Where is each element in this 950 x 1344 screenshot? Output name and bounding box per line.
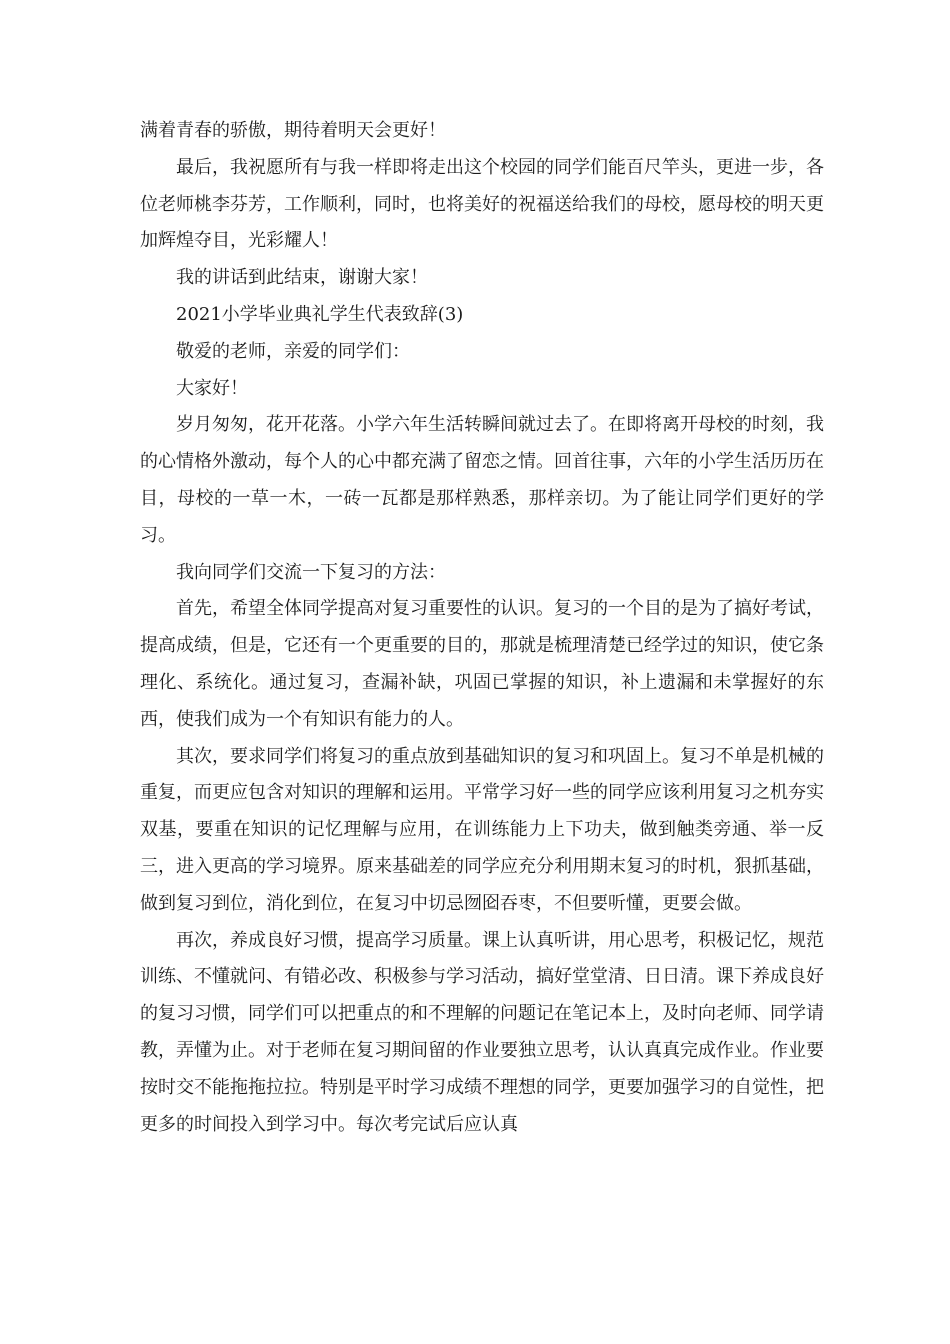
paragraph-intro: 岁月匆匆，花开花落。小学六年生活转瞬间就过去了。在即将离开母校的时刻，我的心情格外激动，每个人的心中都充满了留恋之情。回首往事，六年的小学生活历历在目，母校的一草一木，一砖一瓦都是那样熟悉，那样亲切。为了能让同学们更好的学习。 (140, 414, 824, 546)
paragraph-salutation: 敬爱的老师，亲爱的同学们： (176, 340, 410, 362)
paragraph-continuation: 满着青春的骄傲，期待着明天会更好！ (140, 120, 446, 141)
paragraph-speech-end: 我的讲话到此结束，谢谢大家！ (176, 267, 428, 289)
paragraph-first-point: 首先，希望全体同学提高对复习重要性的认识。复习的一个目的是为了搞好考试，提高成绩，但是，它还有一个更重要的目的，那就是梳理清楚已经学过的知识，使它条理化、系统化。通过复习，查漏补缺，巩固已掌握的知识，补上遗漏和未掌握好的东西，使我们成为一个有知识有能力的人。 (140, 598, 824, 730)
paragraph-closing-wishes: 最后，我祝愿所有与我一样即将走出这个校园的同学们能百尺竿头，更进一步，各位老师桃李芬芳，工作顺利，同时，也将美好的祝福送给我们的母校，愿母校的明天更加辉煌夺目，光彩耀人！ (140, 156, 824, 252)
paragraph-greeting: 大家好！ (176, 377, 248, 399)
paragraph-third-point: 再次，养成良好习惯，提高学习质量。课上认真听讲，用心思考，积极记忆，规范训练、不懂就问、有错必改、积极参与学习活动，搞好堂堂清、日日清。课下养成良好的复习习惯，同学们可以把重点的和不理解的问题记在笔记本上，及时向老师、同学请教，弄懂为止。对于老师在复习期间留的作业要独立思考，认认真真完成作业。作业要按时交不能拖拖拉拉。特别是平时学习成绩不理想的同学，更要加强学习的自觉性，把更多的时间投入到学习中。每次考完试后应认真 (140, 929, 824, 1135)
paragraph-second-point: 其次，要求同学们将复习的重点放到基础知识的复习和巩固上。复习不单是机械的重复，而更应包含对知识的理解和运用。平常学习好一些的同学应该利用复习之机夯实双基，要重在知识的记忆理解与应用，在训练能力上下功夫，做到触类旁通、举一反三，进入更高的学习境界。原来基础差的同学应充分利用期末复习的时机，狠抓基础，做到复习到位，消化到位，在复习中切忌囫囵吞枣，不但要听懂，更要会做。 (140, 745, 824, 914)
section-title: 2021小学毕业典礼学生代表致辞(3) (176, 303, 464, 325)
paragraph-method-lead: 我向同学们交流一下复习的方法： (176, 561, 446, 583)
document-body (140, 113, 824, 1143)
